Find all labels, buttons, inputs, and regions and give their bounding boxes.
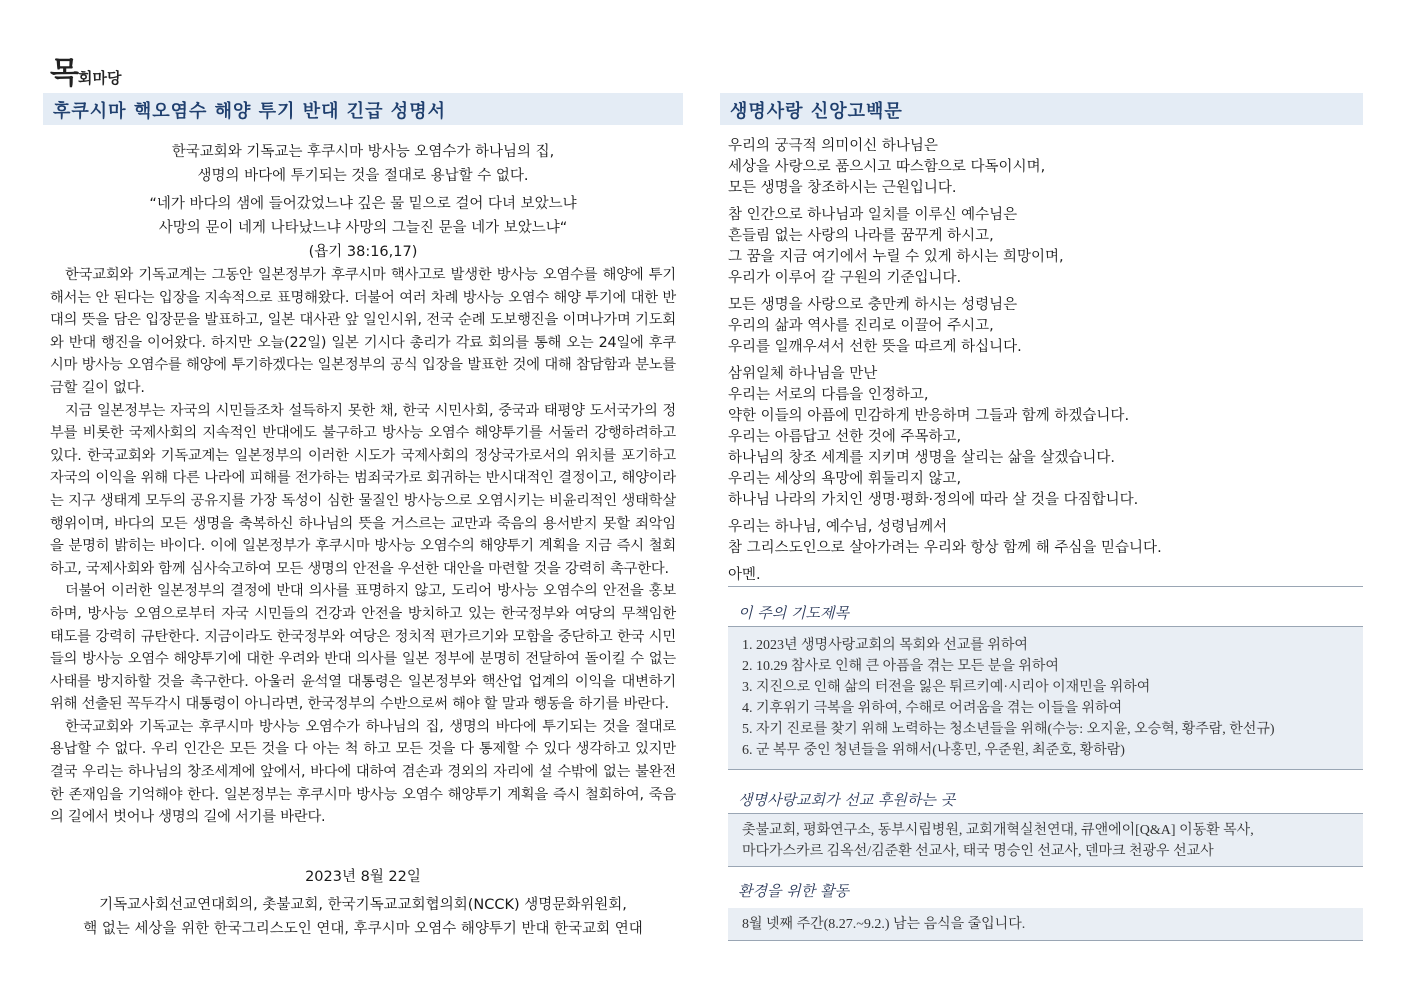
mission-line: 마다가스카르 김옥선/김준환 선교사, 태국 명승인 선교사, 덴마크 천광우 선교사 [742, 844, 1214, 859]
prayer-item: 6. 군 복무 중인 청년들을 위해서(나홍민, 우준원, 최준호, 황하람) [742, 743, 1125, 758]
confession-line: 우리의 삶과 역사를 진리로 이끌어 주시고, [728, 318, 994, 334]
logo-small-text: 회마당 [77, 69, 122, 87]
divider [728, 769, 1363, 770]
confession-stanza [728, 205, 1358, 289]
confession-line: 우리는 서로의 다름을 인정하고, [728, 387, 929, 403]
eco-box [728, 908, 1363, 940]
statement-paragraph: 지금 일본정부는 자국의 시민들조차 설득하지 못한 채, 한국 시민사회, 중국과 태평양 도서국가의 정부를 비롯한 국제사회의 지속적인 반대에도 불구하고 방사능 오염수 해양투기를 서둘러 강행하려하고 있다. 한국교회와 기독교계는 일본정부의 이러한 시도가 국제사회의 정상국가로서의 위치를 포기하고 자국의 이익을 위해 다른 나라에 피해를 전가하는 범죄국가로 회귀하는 반시대적인 결정이고, 해양이라는 지구 생태계 모두의 공유지를 가장 독성이 심한 물질인 방사능으로 오염시키는 비윤리적인 생태학살 행위이며, 바다의 모든 생명을 축복하신 하나님의 뜻을 거스르는 교만과 죽음의 용서받지 못할 죄악임을 분명히 밝히는 바이다. 이에 일본정부가 후쿠시마 방사능 오염수의 해양투기 계획을 지금 즉시 철회하고, 국제사회와 함께 심사숙고하여 모든 생명의 안전을 우선한 대안을 마련할 것을 강력히 촉구한다. [50, 402, 676, 577]
eco-text: 8월 넷째 주간(8.27.~9.2.) 남는 음식을 줄입니다. [742, 917, 1026, 932]
prayer-item: 2. 10.29 참사로 인해 큰 아픔을 겪는 모든 분을 위하여 [742, 659, 1059, 674]
confession-line: 우리는 하나님, 예수님, 성령님께서 [728, 519, 948, 535]
confession-line: 우리는 세상의 욕망에 휘둘리지 않고, [728, 471, 962, 487]
confession-stanza [728, 136, 1358, 199]
statement-paragraph: 한국교회와 기독교는 후쿠시마 방사능 오염수가 하나님의 집, 생명의 바다에 투기되는 것을 절대로 용납할 수 없다. 우리 인간은 모든 것을 다 아는 척 하고 모든 것을 다 통제할 수 있다 생각하고 있지만 결국 우리는 하나님의 창조세계에 앞에서, 바다에 대하여 겸손과 경외의 자리에 설 수밖에 없는 불완전한 존재임을 기억해야 한다. 일본정부는 후쿠시마 방사능 오염수 해양투기 계획을 즉시 철회하여, 죽음의 길에서 벗어나 생명의 길에 서기를 바란다. [50, 718, 676, 826]
statement-paragraph: 한국교회와 기독교계는 그동안 일본정부가 후쿠시마 핵사고로 발생한 방사능 오염수를 해양에 투기해서는 안 된다는 입장을 지속적으로 표명해왔다. 더불어 여러 차례 방사능 오염수 해양 투기에 대한 반대의 뜻을 담은 입장문을 발표하고, 일본 대사관 앞 일인시위, 전국 순례 도보행진을 이며나가며 기도회와 반대 행진을 이어왔다. 하지만 오늘(22일) 일본 기시다 총리가 각료 회의를 통해 오는 24일에 후쿠시마 방사능 오염수를 해양에 투기하겠다는 일본정부의 공식 입장을 발표한 것에 대해 참담함과 분노를 금할 길이 없다. [50, 267, 676, 396]
signatories [50, 893, 676, 941]
bible-reference: (욥기 38:16,17) [308, 244, 418, 260]
confession-line: 세상을 사랑으로 품으시고 따스함으로 다독이시며, [728, 159, 1046, 175]
statement-title: 후쿠시마 핵오염수 해양 투기 반대 긴급 성명서 [53, 101, 446, 122]
intro-line: 한국교회와 기독교는 후쿠시마 방사능 오염수가 하나님의 집, [171, 144, 555, 160]
statement-date: 2023년 8월 22일 [305, 869, 421, 885]
confession-line: 우리를 일깨우셔서 선한 뜻을 따르게 하십니다. [728, 339, 1022, 355]
logo-big-text: 목 [50, 56, 78, 91]
intro-line: 생명의 바다에 투기되는 것을 절대로 용납할 수 없다. [197, 168, 529, 184]
masthead-logo [50, 48, 122, 91]
statement-intro [50, 140, 676, 264]
confession-line: 그 꿈을 지금 여기에서 누릴 수 있게 하시는 희망이며, [728, 249, 1064, 265]
confession-line: 참 그리스도인으로 살아가려는 우리와 항상 함께 해 주심을 믿습니다. [728, 540, 1162, 556]
confession-stanza [728, 517, 1358, 559]
signatory-line: 핵 없는 세상을 위한 한국그리스도인 연대, 후쿠시마 오염수 해양투기 반대 한국교회 연대 [83, 921, 643, 937]
divider [728, 866, 1363, 867]
statement-paragraph: 더불어 이러한 일본정부의 결정에 반대 의사를 표명하지 않고, 도리어 방사능 오염수의 안전을 홍보하며, 방사능 오염으로부터 자국 시민들의 건강과 안전을 방치하고 있는 한국정부와 여당의 무책임한 태도를 강력히 규탄한다. 지금이라도 한국정부와 여당은 정치적 편가르기와 모함을 중단하고 한국 시민들의 방사능 오염수 해양투기에 대한 우려와 반대 의사를 일본 정부에 분명히 전달하여 돌이킬 수 없는 사태를 방지하할 것을 촉구한다. 아울러 윤석열 대통령은 일본정부와 핵산업 업계의 이익을 대변하기 위해 선출된 꼭두각시 대통령이 아니라면, 한국정부의 수반으로써 해야 할 말과 행동을 하기를 바란다. [50, 583, 676, 713]
mission-list [728, 814, 1363, 866]
prayer-item: 1. 2023년 생명사랑교회의 목회와 선교를 위하여 [742, 638, 1028, 653]
confession-stanza [728, 295, 1358, 358]
confession-amen [728, 565, 1358, 586]
confession-line: 삼위일체 하나님을 만난 [728, 366, 878, 382]
confession-line: 하나님의 창조 세계를 지키며 생명을 살리는 삶을 살겠습니다. [728, 450, 1116, 466]
confession-stanza [728, 364, 1358, 511]
mission-line: 촛불교회, 평화연구소, 동부시립병원, 교회개혁실천연대, 큐앤에이[Q&A] 이동환 목사, [742, 823, 1254, 838]
statement-body [50, 264, 676, 829]
confession-line: 모든 생명을 창조하시는 근원입니다. [728, 180, 957, 196]
divider [728, 586, 1363, 587]
confession-line: 모든 생명을 사랑으로 충만케 하시는 성령님은 [728, 297, 1018, 313]
mission-heading: 생명사랑교회가 선교 후원하는 곳 [738, 791, 956, 809]
confession-line: 우리가 이루어 갈 구원의 기준입니다. [728, 270, 962, 286]
confession-line: 우리의 궁극적 의미이신 하나님은 [728, 138, 938, 154]
confession-title: 생명사랑 신앙고백문 [730, 101, 903, 122]
confession-line: 참 인간으로 하나님과 일치를 이루신 예수님은 [728, 207, 1018, 223]
confession-line: 아멘. [728, 567, 761, 583]
confession-line: 흔들림 없는 사랑의 나라를 꿈꾸게 하시고, [728, 228, 994, 244]
bible-quote-line: “네가 바다의 샘에 들어갔었느냐 깊은 물 밑으로 걸어 다녀 보았느냐 [149, 196, 577, 212]
divider [728, 940, 1363, 941]
signatory-line: 기독교사회선교연대회의, 촛불교회, 한국기독교교회협의회(NCCK) 생명문화위원회, [99, 897, 627, 913]
prayer-item: 5. 자기 진로를 찾기 위해 노력하는 청소년들을 위해(수능: 오지윤, 오승혁, 황주람, 한선규) [742, 722, 1275, 737]
prayer-item: 3. 지진으로 인해 삶의 터전을 잃은 튀르키예·시리아 이재민을 위하여 [742, 680, 1151, 695]
prayer-list [728, 627, 1363, 769]
confession-line: 우리는 아름답고 선한 것에 주목하고, [728, 429, 962, 445]
confession-text [728, 136, 1358, 592]
confession-line: 하나님 나라의 가치인 생명·평화·정의에 따라 살 것을 다짐합니다. [728, 492, 1139, 508]
confession-line: 약한 이들의 아픔에 민감하게 반응하며 그들과 함께 하겠습니다. [728, 408, 1130, 424]
prayer-item: 4. 기후위기 극복을 위하여, 수해로 어려움을 겪는 이들을 위하여 [742, 701, 1123, 716]
eco-heading: 환경을 위한 활동 [738, 882, 849, 900]
prayer-heading: 이 주의 기도제목 [738, 604, 849, 622]
bible-quote-line: 사망의 문이 네게 나타났느냐 사망의 그늘진 문을 네가 보았느냐“ [158, 220, 568, 236]
